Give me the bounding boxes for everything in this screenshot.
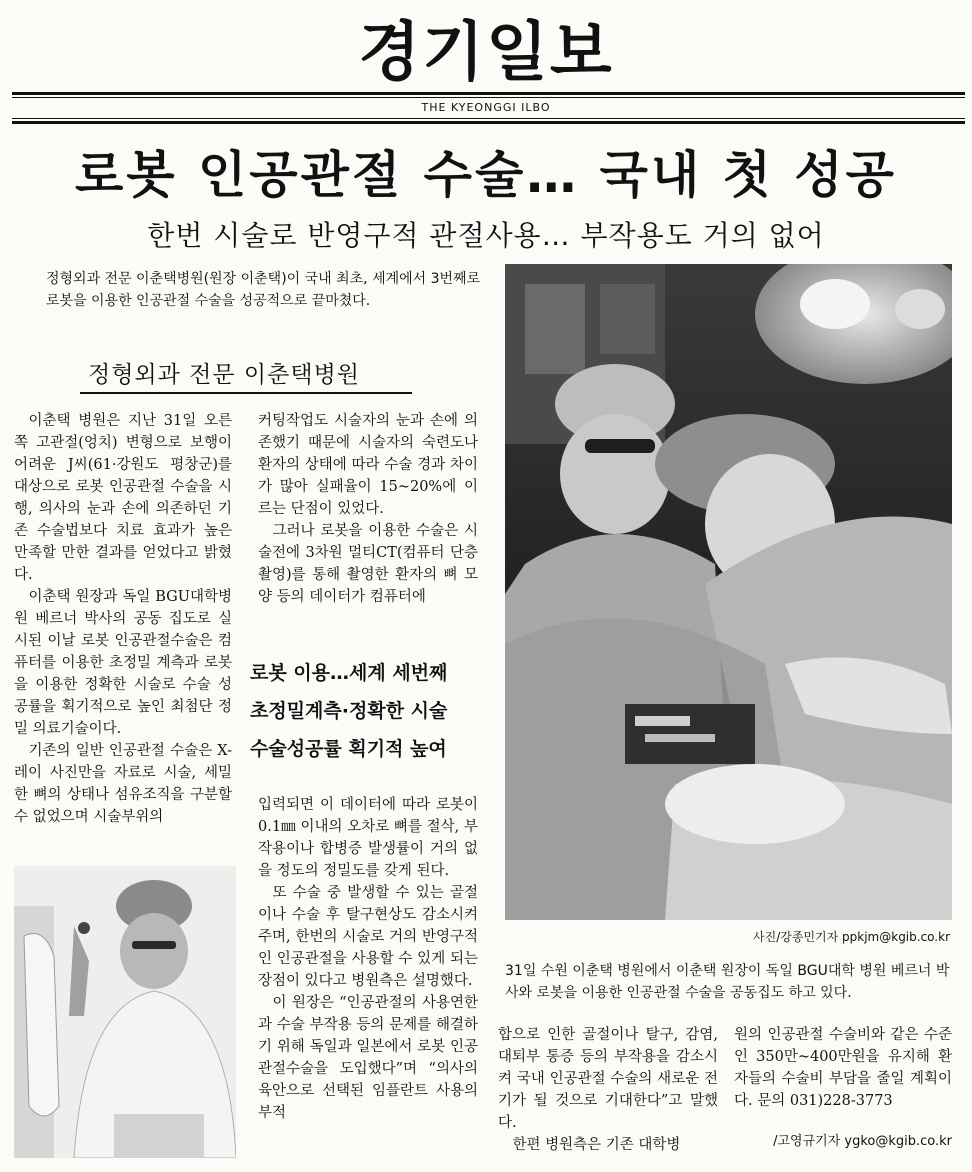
paragraph: 그러나 로봇을 이용한 수술은 시술전에 3차원 멀티CT(컴퓨터 단층촬영)를 통해 촬영한 환자의 뼈 모양 등의 데이터가 컴퓨터에 xyxy=(258,523,478,605)
masthead-rule-thin xyxy=(12,97,965,98)
subheadline: 한번 시술로 반영구적 관절사용… 부작용도 거의 없어 xyxy=(147,219,825,252)
masthead-rule-bottom-thick xyxy=(12,121,965,124)
paragraph: 한편 병원측은 기존 대학병 xyxy=(512,1137,681,1153)
photo-credit: 사진/강종민기자 ppkjm@kgib.co.kr xyxy=(753,930,950,944)
section-label: 정형외과 전문 이춘택병원 xyxy=(88,362,361,388)
portrait-photo-image xyxy=(14,866,236,1158)
pull-quote xyxy=(250,654,480,768)
lead-paragraph: 정형외과 전문 이춘택병원(원장 이춘택)이 국내 최초, 세계에서 3번째로 로봇을 이용한 인공관절 수술을 성공적으로 끝마쳤다. xyxy=(46,271,481,309)
section-label-underline xyxy=(80,392,412,394)
headline: 로봇 인공관절 수술… 국내 첫 성공 xyxy=(75,146,897,204)
article-column-2-top xyxy=(258,410,478,608)
pull-quote-line: 로봇 이용…세계 세번째 xyxy=(250,662,448,684)
pull-quote-line: 수술성공률 획기적 높여 xyxy=(250,738,447,760)
paragraph: 원의 인공관절 수술비와 같은 수준인 350만~400만원을 유지해 환자들의 수술비 부담을 줄일 계획이다. 문의 031)228-3773 xyxy=(734,1027,952,1109)
pull-quote-line: 초정밀계측·정확한 시술 xyxy=(250,700,448,722)
surgery-photo-image xyxy=(505,264,952,920)
portrait-photo xyxy=(14,866,236,1158)
paragraph: 입력되면 이 데이터에 따라 로봇이 0.1㎜ 이내의 오차로 뼈를 절삭, 부작용이나 합병증 발생률이 거의 없을 정도의 정밀도를 갖게 된다. xyxy=(258,797,478,879)
masthead-rule-top xyxy=(12,92,965,95)
paragraph: 이춘택 원장과 독일 BGU대학병원 베르너 박사의 공동 집도로 실시된 이날 로봇 인공관절수술은 컴퓨터를 이용한 초정밀 계측과 로봇을 이용한 정확한 시술로 수술 성공률을 획기적으로 높인 최첨단 정밀 의료기술이다. xyxy=(14,589,232,737)
surgery-photo xyxy=(505,264,952,920)
paragraph: 기존의 일반 인공관절 수술은 X-레이 사진만을 자료로 시술, 세밀한 뼈의 상태나 섬유조직을 구분할 수 없었으며 시술부위의 xyxy=(14,743,232,825)
paragraph: 또 수술 중 발생할 수 있는 골절이나 수술 후 탈구현상도 감소시켜 주며, 한번의 시술로 거의 반영구적인 인공관절을 사용할 수 있게 되는 장점이 있다고 병원측은 설명했다. xyxy=(258,885,478,989)
byline: /고영규기자 ygko@kgib.co.kr xyxy=(773,1134,952,1149)
masthead-title: 경기일보 xyxy=(358,16,614,90)
article-column-1 xyxy=(14,410,232,828)
article-column-4 xyxy=(734,1024,952,1112)
article-column-3 xyxy=(498,1024,718,1156)
paragraph: 이춘택 병원은 지난 31일 오른쪽 고관절(엉치) 변형으로 보행이 어려운 J씨(61·강원도 평창군)를 대상으로 로봇 인공관절 수술을 시행, 의사의 눈과 손에 의존하던 기존 수술법보다 치료 효과가 높은 만족할 만한 결과를 얻었다고 밝혔다. xyxy=(14,413,232,583)
article-column-2-bottom xyxy=(258,794,478,1124)
masthead-rule-bottom xyxy=(12,118,965,119)
masthead-english: THE KYEONGGI ILBO xyxy=(421,101,551,114)
paragraph: 커팅작업도 시술자의 눈과 손에 의존했기 때문에 시술자의 숙련도나 환자의 상태에 따라 수술 경과 차이가 많아 실패율이 15~20%에 이르는 단점이 있었다. xyxy=(258,413,478,517)
paragraph: 합으로 인한 골절이나 탈구, 감염, 대퇴부 통증 등의 부작용을 감소시켜 국내 인공관절 수술의 새로운 전기가 될 것으로 기대한다”고 말했다. xyxy=(498,1027,718,1131)
paragraph: 이 원장은 “인공관절의 사용연한과 수술 부작용 등의 문제를 해결하기 위해 독일과 일본에서 로봇 인공관절수술을 도입했다”며 “의사의 육안으로 선택된 임플란트 사용의 부적 xyxy=(258,995,478,1121)
photo-caption: 31일 수원 이춘택 병원에서 이춘택 원장이 독일 BGU대학 병원 베르너 박사와 로봇을 이용한 인공관절 수술을 공동집도 하고 있다. xyxy=(505,963,950,1001)
